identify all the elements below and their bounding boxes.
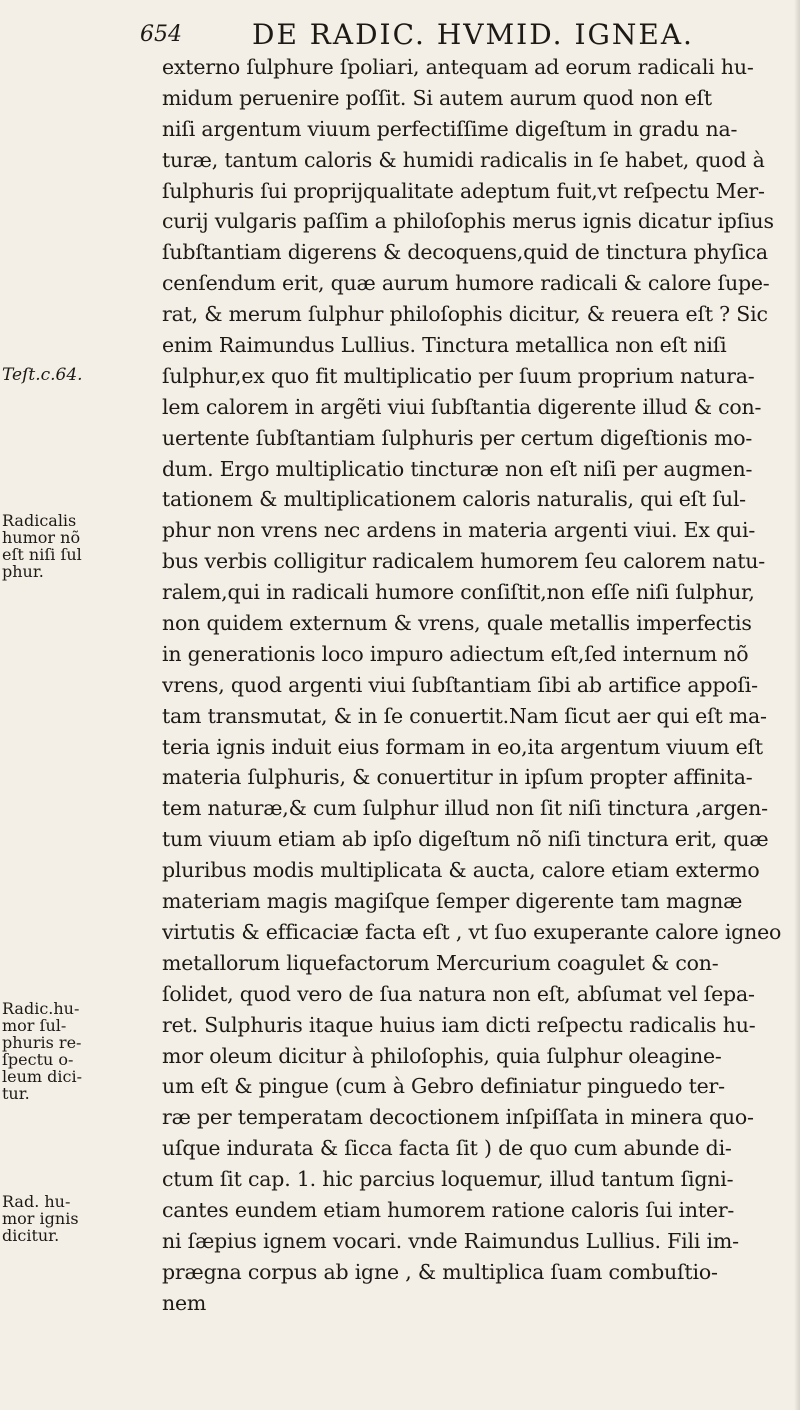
text-line: mor oleum dicitur à philoſophis, quia ſulphur oleagine- xyxy=(162,1043,722,1068)
text-line: ſolidet, quod vero de ſua natura non eſt, abſumat vel ſepa- xyxy=(162,981,755,1006)
margin-line: eſt niſi ſul xyxy=(2,545,82,564)
text-line: uertente ſubſtantiam ſulphuris per certum digeſtionis mo- xyxy=(162,425,753,450)
margin-note-radicalis-humor xyxy=(2,512,160,580)
text-line: tum viuum etiam ab ipſo digeſtum nõ niſi tinctura erit, quæ xyxy=(162,827,769,852)
margin-line: phuris re- xyxy=(2,1033,82,1052)
text-line: externo ſulphure ſpoliari, antequam ad eorum radicali hu- xyxy=(162,55,754,79)
margin-line: leum dici- xyxy=(2,1067,82,1086)
text-line: ctum ſit cap. 1. hic parcius loquemur, illud tantum ſigni- xyxy=(162,1167,734,1192)
text-line: dum. Ergo multiplicatio tincturæ non eſt niſi per augmen- xyxy=(162,456,753,481)
text-line: ræ per temperatam decoctionem inſpiſſata in minera quo- xyxy=(162,1105,754,1130)
margin-line: phur. xyxy=(2,562,44,581)
text-line: cenſendum erit, quæ aurum humore radicali & calore ſupe- xyxy=(162,271,770,296)
page-number: 654 xyxy=(140,22,182,47)
text-line: midum peruenire poſſit. Si autem aurum quod non eſt xyxy=(162,85,712,110)
text-line: ret. Sulphuris itaque huius iam dicti reſpectu radicalis hu- xyxy=(162,1012,756,1037)
margin-line: Teſt.c.64. xyxy=(2,365,83,385)
body-text xyxy=(162,52,798,1319)
margin-line: mor ignis xyxy=(2,1209,79,1228)
margin-note-oleum xyxy=(2,1000,160,1102)
margin-line: Radic.hu- xyxy=(2,999,80,1018)
margin-line: Rad. hu- xyxy=(2,1192,71,1211)
text-line: turæ, tantum caloris & humidi radicalis in ſe habet, quod à xyxy=(162,147,765,172)
page-header xyxy=(140,18,790,52)
margin-line: ſpectu o- xyxy=(2,1050,74,1069)
margin-line: Radicalis xyxy=(2,511,77,530)
text-line: niſi argentum viuum perfectiſſime digeſtum in gradu na- xyxy=(162,116,738,141)
text-line: bus verbis colligitur radicalem humorem ſeu calorem natu- xyxy=(162,549,765,574)
text-line: in generationis loco impuro adiectum eſt,ſed internum nõ xyxy=(162,641,749,666)
running-head: DE RADIC. HVMID. IGNEA. xyxy=(252,18,694,51)
margin-line: humor nõ xyxy=(2,528,81,547)
page-edge-shadow xyxy=(794,0,800,1410)
text-line: cantes eundem etiam humorem ratione caloris ſui inter- xyxy=(162,1197,735,1222)
text-line: nem xyxy=(162,1290,207,1315)
text-line: um eſt & pingue (cum à Gebro definiatur pinguedo ter- xyxy=(162,1074,725,1099)
text-line: tam transmutat, & in ſe conuertit.Nam ſicut aer qui eſt ma- xyxy=(162,703,767,728)
text-line: enim Raimundus Lullius. Tinctura metallica non eſt niſi xyxy=(162,333,727,358)
margin-note-citation xyxy=(2,367,160,384)
text-line: materia ſulphuris, & conuertitur in ipſum propter affinita- xyxy=(162,765,753,790)
text-line: lem calorem in argẽti viui ſubſtantia digerente illud & con- xyxy=(162,394,762,419)
text-line: non quidem externum & vrens, quale metallis imperfectis xyxy=(162,611,752,636)
text-line: rat, & merum ſulphur philoſophis dicitur, & reuera eſt ? Sic xyxy=(162,302,768,327)
text-line: ni ſæpius ignem vocari. vnde Raimundus Lullius. Fili im- xyxy=(162,1228,739,1253)
text-line: materiam magis magiſque ſemper digerente tam magnæ xyxy=(162,889,743,914)
text-line: ſubſtantiam digerens & decoquens,quid de tinctura phyſica xyxy=(162,240,768,265)
text-line: tationem & multiplicationem caloris naturalis, qui eſt ſul- xyxy=(162,487,746,512)
text-line: ralem,qui in radicali humore conſiſtit,non eſſe niſi ſulphur, xyxy=(162,580,755,605)
text-line: metallorum liquefactorum Mercurium coagulet & con- xyxy=(162,950,719,975)
text-line: teria ignis induit eius formam in eo,ita argentum viuum eſt xyxy=(162,734,763,759)
text-line: vrens, quod argenti viui ſubſtantiam ſibi ab artifice appoſi- xyxy=(162,672,758,697)
margin-note-ignis xyxy=(2,1193,160,1244)
margin-line: tur. xyxy=(2,1084,30,1103)
text-line: phur non vrens nec ardens in materia argenti viui. Ex qui- xyxy=(162,518,756,543)
text-line: uſque indurata & ſicca facta ſit ) de quo cum abunde di- xyxy=(162,1136,732,1161)
text-line: ſulphur,ex quo fit multiplicatio per ſuum proprium natura- xyxy=(162,363,755,388)
margin-line: mor ſul- xyxy=(2,1016,67,1035)
text-line: prægna corpus ab igne , & multiplica ſuam combuſtio- xyxy=(162,1259,718,1284)
text-line: virtutis & efficaciæ facta eſt , vt ſuo exuperante calore igneo xyxy=(162,919,782,944)
text-line: curij vulgaris paſſim a philoſophis merus ignis dicatur ipſius xyxy=(162,209,774,234)
text-line: pluribus modis multiplicata & aucta, calore etiam extermo xyxy=(162,858,760,883)
text-line: tem naturæ,& cum ſulphur illud non ſit niſi tinctura ,argen- xyxy=(162,796,768,821)
text-line: ſulphuris ſui proprijqualitate adeptum fuit,vt reſpectu Mer- xyxy=(162,178,765,203)
margin-line: dicitur. xyxy=(2,1226,60,1245)
